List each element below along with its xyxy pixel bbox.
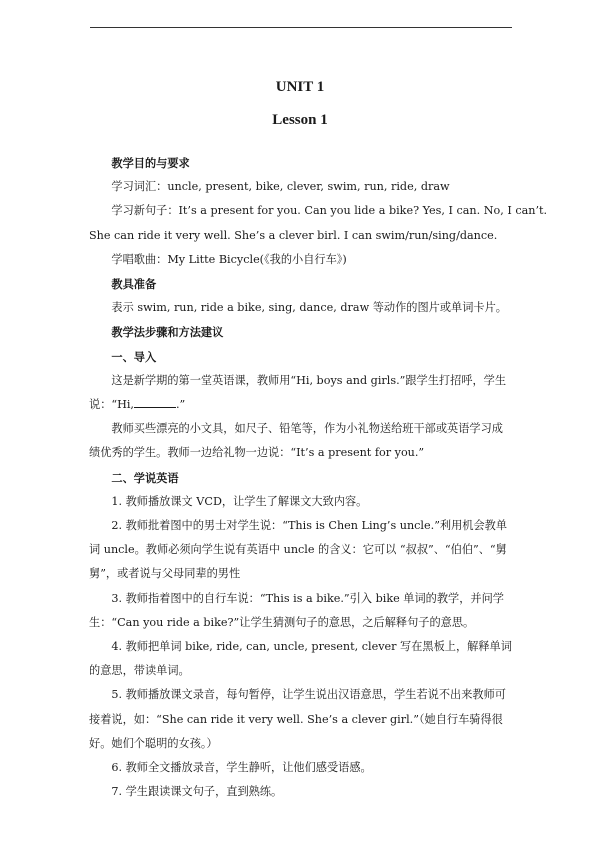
sentences-line-2: She can ride it very well. She’s a clever birl. I can swim/run/sing/dance. [89, 228, 498, 242]
greeting-close: .” [176, 398, 186, 412]
step-item-5: 5. 教师播放课文录音，每句暂停，让学生说出汉语意思，学生若说不出来教师可接着说，如：“She can ride it very well. She’s a clever girl.”（她自行车骑得很好。她们个聪明的女孩。） [89, 688, 506, 750]
step-item-7: 7. 学生跟读课文句子，直到熟练。 [111, 785, 283, 799]
section-1-paragraph-1 [89, 369, 514, 417]
step-item-4: 4. 教师把单词 bike, ride, can, uncle, present, clever 写在黑板上，解释单词的意思，带读单词。 [89, 640, 512, 678]
prep-text: 表示 swim, run, ride a bike, sing, dance, draw 等动作的图片或单词卡片。 [111, 301, 507, 315]
section-1-heading: 一、导入 [111, 349, 157, 364]
prep-heading: 教具准备 [111, 277, 157, 292]
header-rule [90, 27, 512, 28]
song-line: 学唱歌曲：My Litte Bicycle(《我的小自行车》) [111, 252, 347, 266]
answer-blank [134, 395, 176, 408]
greeting-text: 这是新学期的第一堂英语课，教师用“Hi, boys and girls.”跟学生打招呼，学生说：“Hi, [89, 373, 507, 412]
step-item-3: 3. 教师指着图中的自行车说：“This is a bike.”引入 bike 单词的教学，并问学生：“Can you ride a bike?”让学生猜测句子的意思，之后解释句子的意思。 [89, 591, 504, 629]
section-1-paragraph-2: 教师买些漂亮的小文具，如尺子、铅笔等，作为小礼物送给班干部或英语学习成绩优秀的学生。教师一边给礼物一边说：“It’s a present for you.” [89, 422, 503, 460]
unit-title: UNIT 1 [275, 79, 325, 95]
vocab-line: 学习词汇：uncle, present, bike, clever, swim, run, ride, draw [111, 180, 450, 194]
section-2-heading: 二、学说英语 [111, 470, 179, 485]
sentences-line-1: 学习新句子：It’s a present for you. Can you lide a bike? Yes, I can. No, I can’t. [111, 204, 548, 218]
goals-heading: 教学目的与要求 [111, 156, 190, 170]
step-item-1: 1. 教师播放课文 VCD，让学生了解课文大致内容。 [111, 494, 368, 508]
document-body [89, 151, 548, 804]
lesson-title: Lesson 1 [272, 112, 328, 128]
steps-heading: 教学法步骤和方法建议 [111, 325, 224, 340]
step-item-2: 2. 教师批着图中的男士对学生说：“This is Chen Ling’s uncle.”利用机会教单词 uncle。教师必须向学生说有英语中 uncle 的含义：它可以 “叔叔”、“伯伯”、“舅舅”，或者说与父母同辈的男性 [89, 519, 508, 581]
step-item-6: 6. 教师全文播放录音，学生静听，让他们感受语感。 [111, 761, 372, 775]
